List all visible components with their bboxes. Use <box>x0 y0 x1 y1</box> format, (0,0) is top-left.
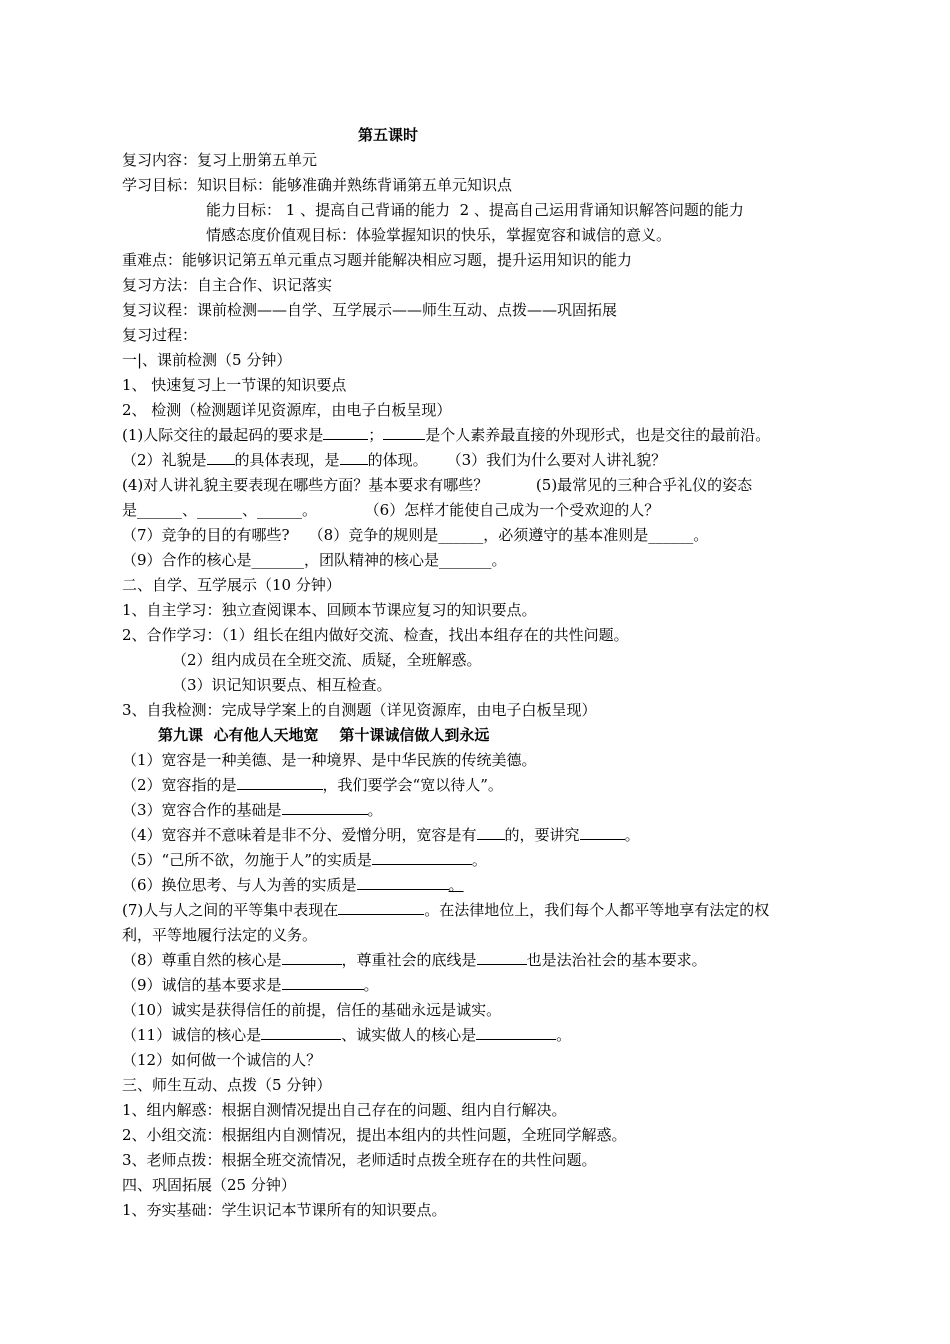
t11-text-c: 。 <box>556 1026 572 1044</box>
question-4: (4)对人讲礼貌主要表现在哪些方面？基本要求有哪些？ (5)最常见的三种合乎礼仪的姿态 <box>122 476 753 494</box>
t6-text-b: 。 <box>448 876 464 894</box>
t3-text-a: （3）宽容合作的基础是 <box>122 801 282 819</box>
t5-text-a: （5）“己所不欲，勿施于人”的实质是 <box>122 851 372 869</box>
question-7: （7）竞争的目的有哪些? （8）竞争的规则是______，必须遵守的基本准则是______。 <box>122 526 709 544</box>
t7-blank <box>338 900 424 915</box>
goal-ability: 能力目标： 1 、提高自己背诵的能力 2 、提高自己运用背诵知识解答问题的能力 <box>206 201 744 219</box>
question-5: 是______、______、______。 （6）怎样才能使自己成为一个受欢迎的人？ <box>122 501 660 519</box>
key-points: 重难点：能够识记第五单元重点习题并能解决相应习题，提升运用知识的能力 <box>122 251 633 269</box>
section2-item2: 2、合作学习：（1）组长在组内做好交流、检查，找出本组存在的共性问题。 <box>122 626 629 644</box>
test-3 <box>122 800 383 820</box>
t5-blank <box>372 850 472 865</box>
t11-blank-2 <box>476 1025 556 1040</box>
section1-item1: 1、 快速复习上一节课的知识要点 <box>122 376 347 394</box>
t7-text-a: (7)人与人之间的平等集中表现在 <box>122 901 339 919</box>
question-2 <box>122 450 666 470</box>
t11-text-a: （11）诚信的核心是 <box>122 1026 262 1044</box>
t8-text-c: 也是法治社会的基本要求。 <box>526 951 707 969</box>
section2-item1: 1、自主学习：独立查阅课本、回顾本节课应复习的知识要点。 <box>122 601 537 619</box>
t4-text-a: （4）宽容并不意味着是非不分、爱憎分明，宽容是有 <box>122 826 477 844</box>
t11-blank-1 <box>261 1025 341 1040</box>
q2-text-c: 的体现。 （3）我们为什么要对人讲礼貌？ <box>367 451 667 469</box>
test-7 <box>122 900 769 920</box>
q1-text-a: (1)人际交往的最起码的要求是 <box>122 426 324 444</box>
test-11 <box>122 1025 571 1045</box>
q1-text-c: 是个人素养最直接的外现形式，也是交往的最前沿。 <box>425 426 771 444</box>
test-5 <box>122 850 487 870</box>
t7-text-b: 。在法律地位上，我们每个人都平等地享有法定的权 <box>424 901 770 919</box>
t3-blank <box>282 800 368 815</box>
q1-blank-2 <box>383 425 425 440</box>
section2-item3: 3、自我检测：完成导学案上的自测题（详见资源库，由电子白板呈现） <box>122 701 597 719</box>
t2-text-b: ，我们要学会“宽以待人”。 <box>322 776 503 794</box>
q1-text-b: ； <box>368 426 384 444</box>
t4-text-b: 的，要讲究 <box>504 826 580 844</box>
section3-heading: 三、师生互动、点拨（5 分钟） <box>122 1076 332 1094</box>
section3-item2: 2、小组交流：根据组内自测情况，提出本组内的共性问题，全班同学解惑。 <box>122 1126 627 1144</box>
t11-text-b: 、诚实做人的核心是 <box>341 1026 477 1044</box>
t9-text-a: （9）诚信的基本要求是 <box>122 976 282 994</box>
test-7-cont: 利，平等地履行法定的义务。 <box>122 926 318 944</box>
goal-emotion: 情感态度价值观目标：体验掌握知识的快乐，掌握宽容和诚信的意义。 <box>206 226 672 244</box>
lesson-title: 第九课 心有他人天地宽 第十课诚信做人到永远 <box>158 726 490 744</box>
question-1 <box>122 425 770 445</box>
section4-item1: 1、夯实基础：学生识记本节课所有的知识要点。 <box>122 1201 447 1219</box>
t2-blank <box>237 775 323 790</box>
t9-text-b: 。 <box>363 976 379 994</box>
t4-blank-2 <box>580 825 625 840</box>
test-6 <box>122 875 464 895</box>
t6-blank <box>357 875 449 890</box>
test-12: （12）如何做一个诚信的人？ <box>122 1051 322 1069</box>
t5-text-b: 。 <box>471 851 487 869</box>
q2-text-a: （2）礼貌是 <box>122 451 207 469</box>
q1-blank-1 <box>323 425 368 440</box>
section3-item1: 1、组内解惑：根据自测情况提出自己存在的问题、组内自行解决。 <box>122 1101 567 1119</box>
t6-text-a: （6）换位思考、与人为善的实质是 <box>122 876 357 894</box>
review-procedure: 复习议程：课前检测——自学、互学展示——师生互动、点拨——巩固拓展 <box>122 301 618 319</box>
test-9 <box>122 975 379 995</box>
t8-blank-1 <box>282 950 342 965</box>
section2-item2c: （3）识记知识要点、相互检查。 <box>172 676 392 694</box>
section2-heading: 二、自学、互学展示（10 分钟） <box>122 576 341 594</box>
t8-text-b: ，尊重社会的底线是 <box>341 951 477 969</box>
review-content: 复习内容：复习上册第五单元 <box>122 151 318 169</box>
t8-text-a: （8）尊重自然的核心是 <box>122 951 282 969</box>
test-8 <box>122 950 707 970</box>
t2-text-a: （2）宽容指的是 <box>122 776 237 794</box>
question-9: （9）合作的核心是_______，团队精神的核心是_______。 <box>122 551 507 569</box>
section1-heading: 一|、课前检测（5 分钟） <box>122 351 292 369</box>
t9-blank <box>282 975 364 990</box>
t4-blank-1 <box>477 825 505 840</box>
section4-heading: 四、巩固拓展（25 分钟） <box>122 1176 296 1194</box>
q2-blank-1 <box>207 450 235 465</box>
test-4 <box>122 825 640 845</box>
test-1: （1）宽容是一种美德、是一种境界、是中华民族的传统美德。 <box>122 751 537 769</box>
process-label: 复习过程： <box>122 326 198 344</box>
q2-text-b: 的具体表现，是 <box>234 451 340 469</box>
test-2 <box>122 775 503 795</box>
goal-knowledge: 学习目标：知识目标：能够准确并熟练背诵第五单元知识点 <box>122 176 513 194</box>
section3-item3: 3、老师点拨：根据全班交流情况，老师适时点拨全班存在的共性问题。 <box>122 1151 597 1169</box>
t3-text-b: 。 <box>367 801 383 819</box>
page-title: 第五课时 <box>358 126 419 144</box>
test-10: （10）诚实是获得信任的前提，信任的基础永远是诚实。 <box>122 1001 502 1019</box>
review-method: 复习方法：自主合作、识记落实 <box>122 276 333 294</box>
t8-blank-2 <box>477 950 527 965</box>
section2-item2b: （2）组内成员在全班交流、质疑，全班解惑。 <box>172 651 482 669</box>
q2-blank-2 <box>340 450 368 465</box>
t4-text-c: 。 <box>624 826 640 844</box>
section1-item2: 2、 检测（检测题详见资源库，由电子白板呈现） <box>122 401 452 419</box>
